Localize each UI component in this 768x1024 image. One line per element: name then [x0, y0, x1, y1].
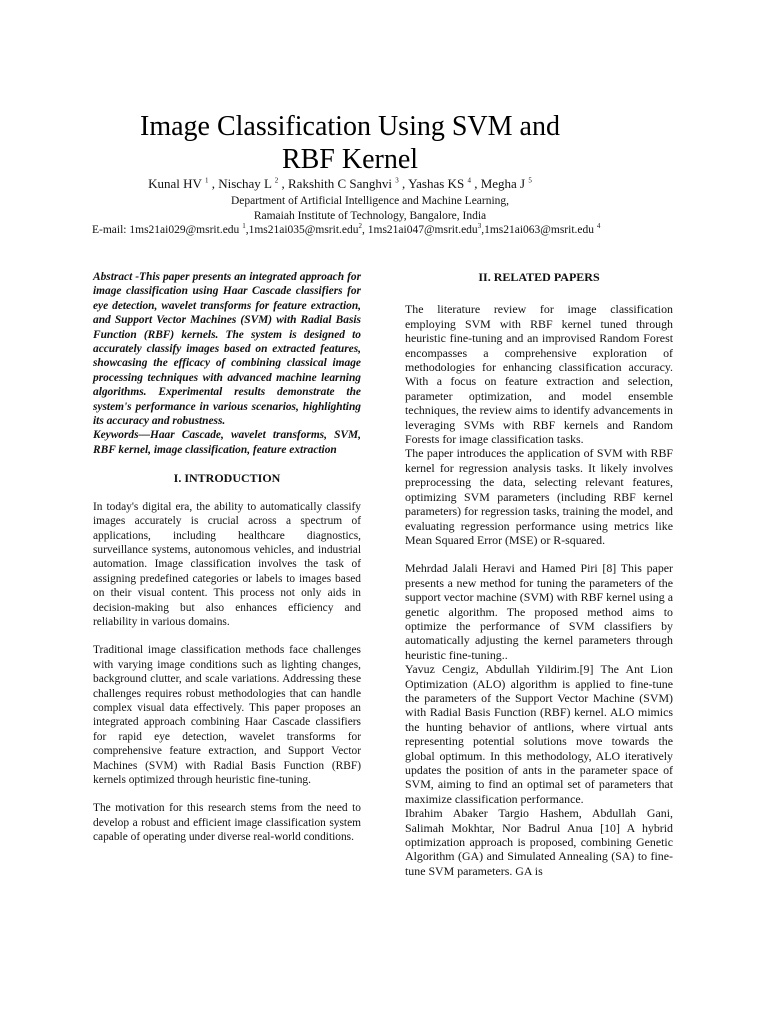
email-link[interactable]: 1ms21ai029@msrit.edu	[129, 224, 240, 236]
author-name: Megha J	[480, 176, 526, 191]
intro-paragraph: In today's digital era, the ability to automatically classify images accurately is crucial across a spectrum of applications, including healthcare diagnostics, surveillance systems, autonomous vehicles, and industrial automation. Image classification involves the task of assigning predefined categories or labels to images based on their visual content. This process not only aids in decision-making but also enhances efficiency and reliability in various domains.	[93, 500, 361, 628]
author-mark: 3	[395, 176, 399, 185]
related-paragraph: Mehrdad Jalali Heravi and Hamed Piri [8] This paper presents a new method for tuning the parameters of the support vector machine (SVM) with RBF kernel using a genetic algorithm. The proposed method aims to optimize the performance of SVM classifiers by automatically adjusting the kernel parameters through heuristic fine-tuning..	[405, 561, 673, 662]
affiliation-department: Department of Artificial Intelligence and Machine Learning,	[230, 195, 510, 207]
left-column	[93, 270, 361, 845]
author-name: Nischay L	[218, 176, 272, 191]
section-heading-introduction: I. INTRODUCTION	[173, 471, 281, 486]
author-name: Yashas KS	[408, 176, 465, 191]
author-name: Kunal HV	[148, 176, 202, 191]
author-mark: 5	[528, 176, 532, 185]
author-mark: 1	[204, 176, 209, 185]
abstract-text: Abstract -This paper presents an integrated approach for image classification using Haar Cascade classifiers for eye detection, wavelet transforms for feature extraction, and Support Vector Machines (SVM) with Radial Basis Function (RBF) kernels. The system is designed to accurately classify images based on extracted features, showcasing the efficacy of combining classical image processing techniques with advanced machine learning algorithms. Experimental results demonstrate the system's performance in various scenarios, highlighting its accuracy and robustness.	[93, 271, 361, 428]
email-prefix: E-mail:	[92, 224, 130, 236]
related-paragraph: Yavuz Cengiz, Abdullah Yildirim.[9] The Ant Lion Optimization (ALO) algorithm is applied to fine-tune the parameters of the Support Vector Machine (SVM) with Radial Basis Function (RBF) kernel. ALO mimics the hunting behavior of antlions, where virtual ants representing potential solutions move towards the global optimum. In this methodology, ALO iteratively updates the position of ants in the parameter space of SVM, aiming to find an optimal set of parameters that maximize classification performance.	[405, 662, 673, 806]
related-paragraph: The literature review for image classification employing SVM with RBF kernel tuned through heuristic fine-tuning and an improvised Random Forest encompasses a comprehensive exploration of methodologies for enhancing classification accuracy. With a focus on feature extraction and selection, parameter optimization, and model ensemble techniques, the review aims to identify advancements in leveraging SVMs with RBF kernels and Random Forests for image classification tasks.	[405, 302, 673, 447]
related-paragraph: Ibrahim Abaker Targio Hashem, Abdullah Gani, Salimah Mokhtar, Nor Badrul Anua [10] A hybrid optimization approach is proposed, combining Genetic Algorithm (GA) and Simulated Annealing (SA) to fine-tune SVM parameters. GA is	[405, 806, 673, 878]
keywords-text: Keywords—Haar Cascade, wavelet transforms, SVM, RBF kernel, image classification, feature extraction	[93, 429, 361, 456]
email-link[interactable]: 1ms21ai063@msrit.edu	[484, 224, 594, 236]
author-mark: 2	[274, 176, 279, 185]
email-mark: 2	[358, 222, 362, 231]
email-mark: 1	[242, 222, 246, 231]
title-line-1: Image Classification Using SVM and	[140, 111, 560, 142]
intro-paragraph: Traditional image classification methods face challenges with varying image conditions such as lighting changes, background clutter, and scale variations. Addressing these challenges requires robust methodologies that can handle complex visual data effectively. This paper proposes an integrated approach combining Haar Cascade classifiers for rapid eye detection, wavelet transforms for comprehensive feature extraction, and Support Vector Machines (SVM) with Radial Basis Function (RBF) kernels optimized through heuristic fine-tuning.	[93, 644, 361, 786]
email-mark: 4	[596, 222, 601, 231]
section-heading-related-papers: II. RELATED PAPERS	[478, 270, 600, 284]
paper-title	[100, 110, 600, 176]
author-list: Kunal HV $^1$ , Nischay L $^2$ , Rakshith C Sanghvi $^3$ , Yashas KS $^4$ , Megha J $^5$	[148, 176, 532, 191]
affiliation-institute: Ramaiah Institute of Technology, Bangalore, India	[253, 210, 487, 222]
intro-paragraph: The motivation for this research stems from the need to develop a robust and efficient image classification system capable of operating under diverse real-world conditions.	[93, 802, 361, 844]
right-column	[405, 270, 673, 878]
email-line: E-mail: 1ms21ai029@msrit.edu $^1$,1ms21ai035@msrit.edu$^2$, 1ms21ai047@msrit.edu$^3$,1ms21ai063@msrit.edu $^4$	[92, 222, 601, 236]
email-mark: 3	[477, 222, 482, 231]
author-name: Rakshith C Sanghvi	[288, 176, 393, 191]
email-link[interactable]: 1ms21ai035@msrit.edu	[248, 224, 359, 236]
title-line-2: RBF Kernel	[281, 144, 419, 175]
email-link[interactable]: 1ms21ai047@msrit.edu	[367, 224, 478, 236]
related-paragraph: The paper introduces the application of SVM with RBF kernel for regression analysis tasks. It likely involves preprocessing the data, selecting relevant features, optimizing SVM parameters (including RBF kernel parameters) for regression tasks, training the model, and evaluating regression performance using metrics like Mean Squared Error (MSE) or R-squared.	[405, 446, 673, 547]
author-mark: 4	[467, 176, 471, 185]
